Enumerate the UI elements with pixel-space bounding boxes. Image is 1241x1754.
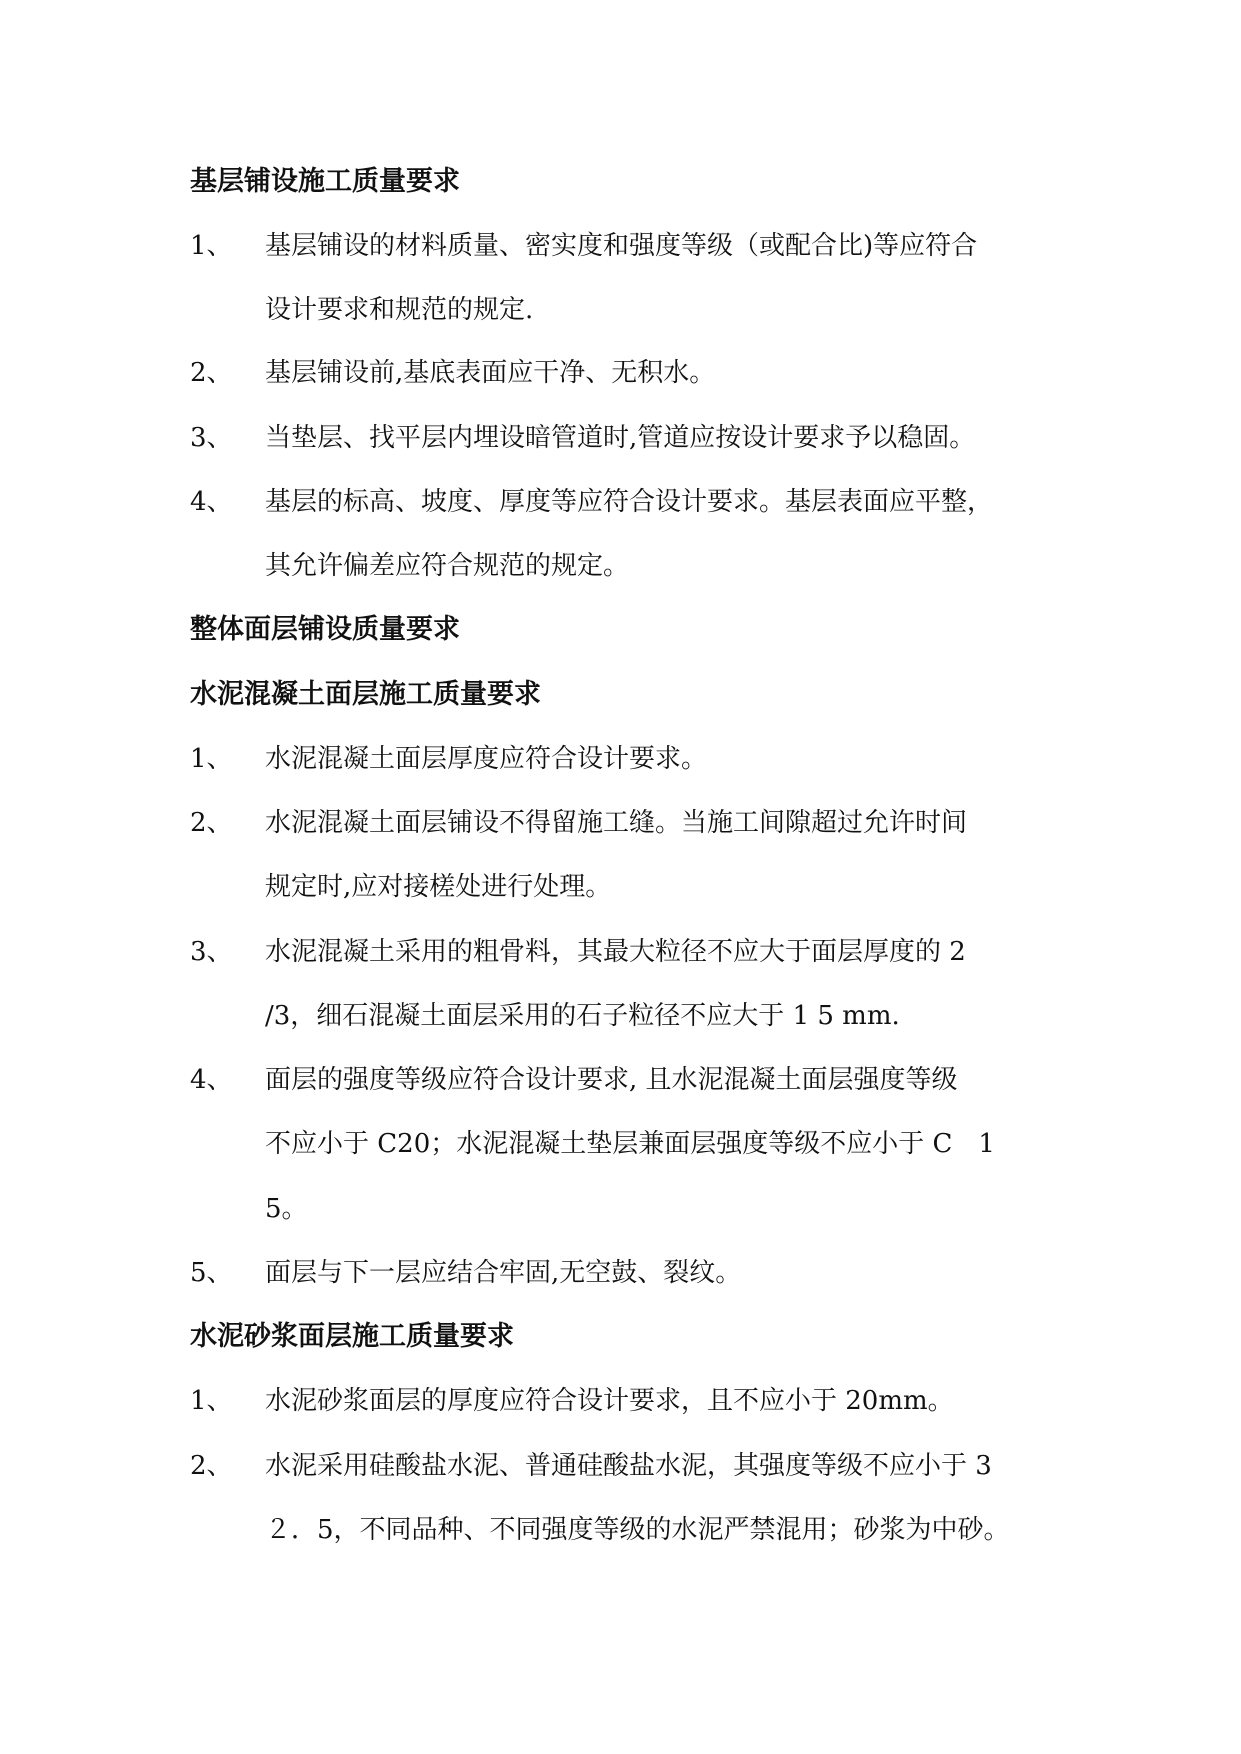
item-text: 5。 [265,1194,308,1224]
item-number: 1、 [190,231,233,261]
item-number: 4、 [190,1065,233,1095]
section-heading: 水泥混凝土面层施工质量要求 [190,679,541,710]
item-number: 2、 [190,808,233,838]
item-text: 水泥混凝土面层铺设不得留施工缝。当施工间隙超过允许时间 [265,808,968,838]
item-text: 面层与下一层应结合牢固,无空鼓、裂纹。 [265,1258,742,1288]
item-number: 2、 [190,358,233,388]
item-text: 其允许偏差应符合规范的规定。 [265,551,630,581]
item-number: 2、 [190,1451,233,1481]
item-text: 不应小于 C20；水泥混凝土垫层兼面层强度等级不应小于 C 1 [265,1129,995,1159]
item-text: 水泥砂浆面层的厚度应符合设计要求，且不应小于 20mm。 [265,1386,954,1416]
item-text: 基层的标高、坡度、厚度等应符合设计要求。基层表面应平整， [265,487,994,517]
item-text: 基层铺设前,基底表面应干净、无积水。 [265,358,716,388]
item-text: 水泥混凝土采用的粗骨料，其最大粒径不应大于面层厚度的 2 [265,937,966,967]
item-text: 当垫层、找平层内埋设暗管道时,管道应按设计要求予以稳固。 [265,423,976,453]
item-text: 规定时,应对接槎处进行处理。 [265,872,612,902]
item-text: 水泥混凝土面层厚度应符合设计要求。 [265,744,708,774]
item-number: 1、 [190,744,233,774]
item-text: 设计要求和规范的规定. [265,295,534,325]
item-text: 面层的强度等级应符合设计要求, 且水泥混凝土面层强度等级 [265,1065,958,1095]
item-text: ２．5，不同品种、不同强度等级的水泥严禁混用；砂浆为中砂。 [265,1515,1010,1545]
section-heading: 水泥砂浆面层施工质量要求 [190,1321,514,1352]
item-text: 基层铺设的材料质量、密实度和强度等级（或配合比)等应符合 [265,231,978,261]
item-number: 3、 [190,937,233,967]
item-text: /3，细石混凝土面层采用的石子粒径不应大于 1 5 mm. [265,1001,900,1031]
item-number: 4、 [190,487,233,517]
section-heading: 基层铺设施工质量要求 [190,166,460,197]
item-number: 1、 [190,1386,233,1416]
item-number: 5、 [190,1258,233,1288]
item-number: 3、 [190,423,233,453]
item-text: 水泥采用硅酸盐水泥、普通硅酸盐水泥，其强度等级不应小于 3 [265,1451,992,1481]
section-heading: 整体面层铺设质量要求 [190,614,460,645]
